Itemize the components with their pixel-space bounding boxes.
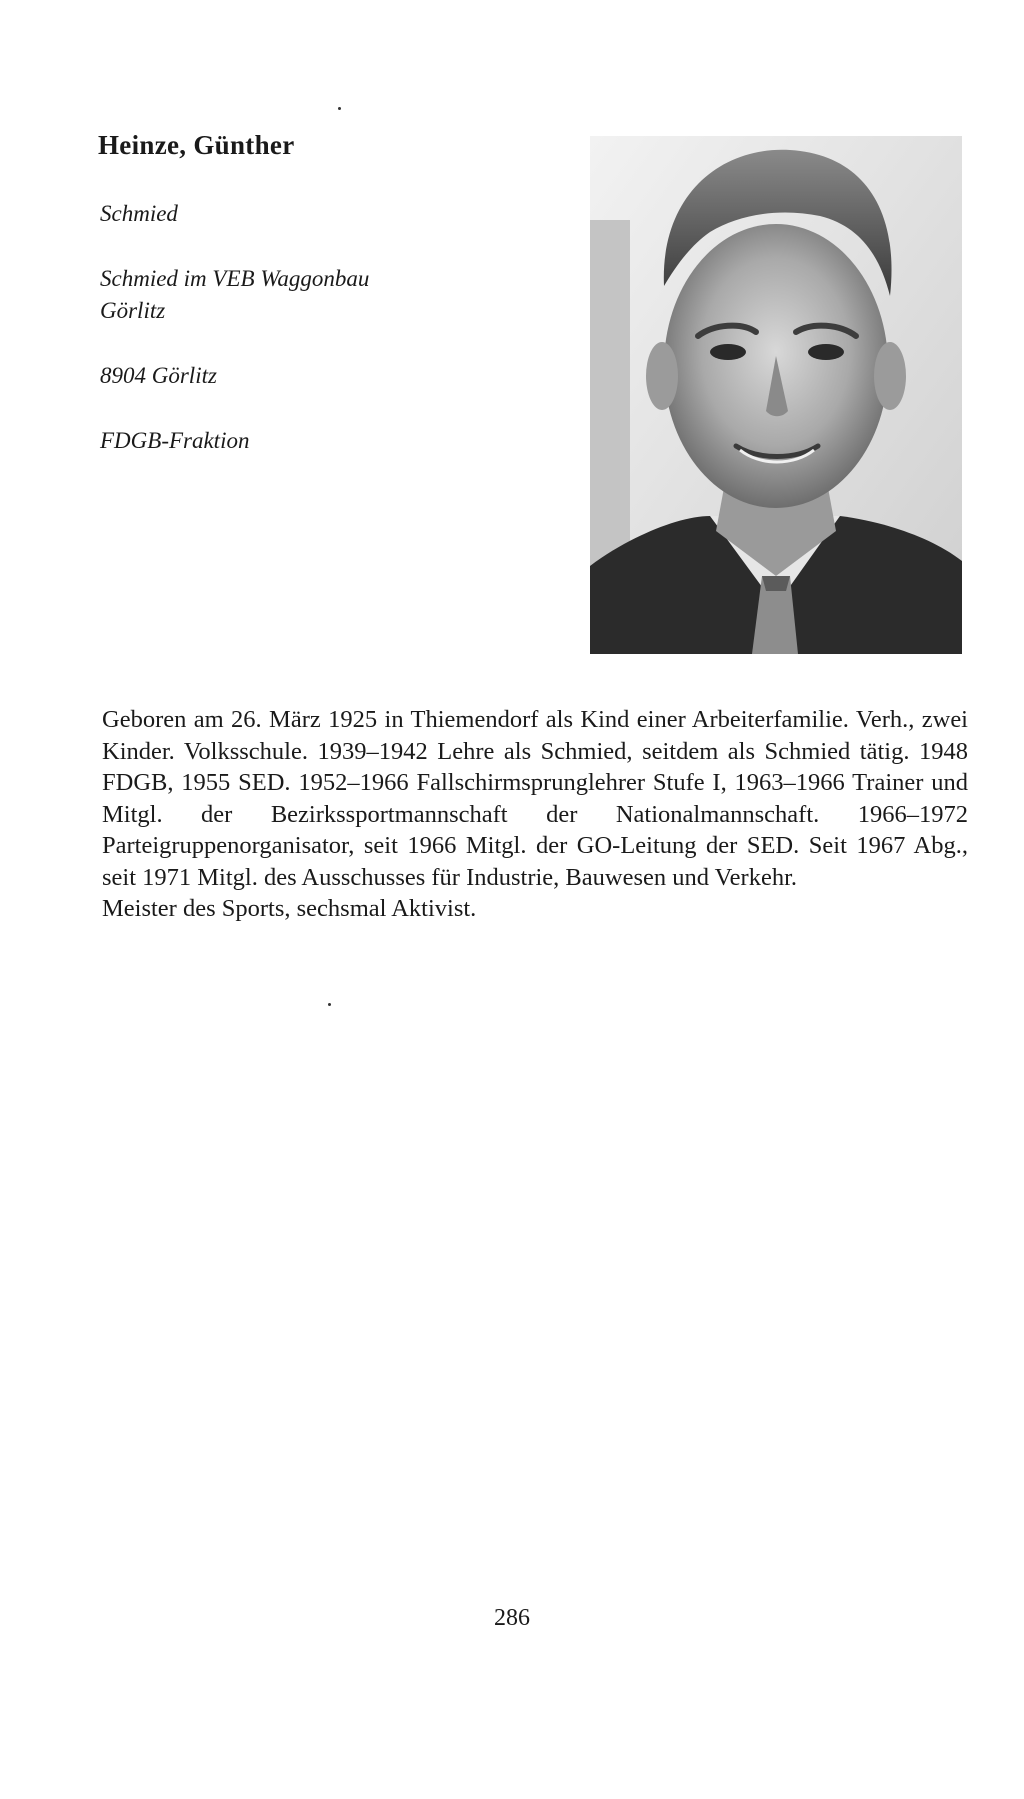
entry-workplace-line1: Schmied im VEB Waggonbau xyxy=(100,266,370,291)
portrait-photo xyxy=(590,136,962,654)
print-speck xyxy=(338,107,341,110)
biography xyxy=(102,704,968,925)
entry-residence: 8904 Görlitz xyxy=(100,363,217,388)
entry-name: Heinze, Günther xyxy=(98,130,295,160)
entry-profession: Schmied xyxy=(100,201,178,226)
entry-faction: FDGB-Fraktion xyxy=(100,428,250,453)
biography-paragraph: Geboren am 26. März 1925 in Thiemendorf als Kind einer Arbeiterfamilie. Verh., zwei Kinder. Volksschule. 1939–1942 Lehre als Schmied, seitdem als Schmied tätig. 1948 FDGB, 1955 SED. 1952–1966 Fallschirmsprunglehrer Stufe I, 1963–1966 Trainer und Mitgl. der Bezirkssportmannschaft der Nationalmannschaft. 1966–1972 Parteigruppenorganisator, seit 1966 Mitgl. der GO-Leitung der SED. Seit 1967 Abg., seit 1971 Mitgl. des Ausschusses für Industrie, Bauwesen und Verkehr. xyxy=(102,706,968,891)
entry-workplace-line2: Görlitz xyxy=(100,298,166,323)
portrait-icon xyxy=(590,136,962,654)
biography-honors: Meister des Sports, sechsmal Aktivist. xyxy=(102,895,477,922)
page-number: 286 xyxy=(494,1605,530,1631)
print-speck xyxy=(328,1003,331,1006)
